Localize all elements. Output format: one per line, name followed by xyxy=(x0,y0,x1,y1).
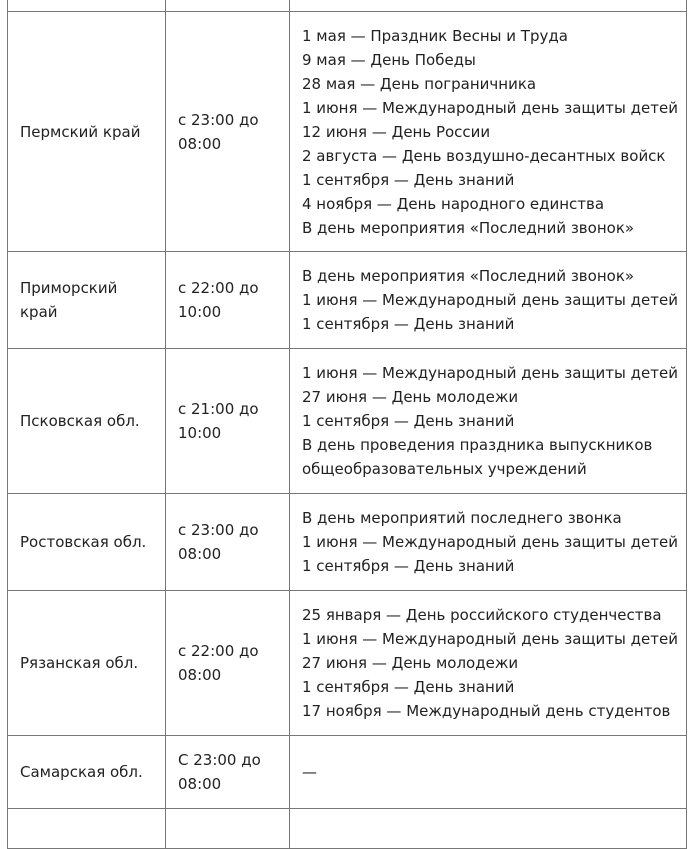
holidays-cell xyxy=(290,349,687,494)
holidays-cell xyxy=(290,12,687,252)
holidays-cell xyxy=(290,0,687,12)
region-cell: Пермский край xyxy=(8,12,166,252)
holiday-line: В день мероприятия «Последний звонок» xyxy=(302,267,635,285)
holiday-line: 27 июня — День молодежи xyxy=(302,654,519,672)
holiday-line: 4 ноября — День народного единства xyxy=(302,194,605,213)
region-cell xyxy=(8,0,166,12)
table-row xyxy=(8,0,687,12)
time-cell: с 23:00 до 08:00 xyxy=(166,494,290,591)
region-cell: Самарская обл. xyxy=(8,736,166,809)
region-cell: Рязанская обл. xyxy=(8,591,166,736)
holiday-line: — xyxy=(302,763,317,781)
region-cell: Приморский край xyxy=(8,252,166,349)
holiday-line: 27 июня — День молодежи xyxy=(302,388,519,406)
region-cell: Ростовская обл. xyxy=(8,494,166,591)
holiday-line: 1 июня — Международный день защиты детей xyxy=(302,364,678,382)
holiday-line: общеобразовательных учреждений xyxy=(302,460,587,478)
holidays-cell xyxy=(290,591,687,736)
holidays-cell xyxy=(290,736,687,809)
holiday-line: 1 сентября — День знаний xyxy=(302,412,515,430)
table-row xyxy=(8,809,687,849)
table-row xyxy=(8,591,687,736)
table-row xyxy=(8,12,687,252)
holiday-line: 1 сентября — День знаний xyxy=(302,315,515,333)
time-cell: с 21:00 до 10:00 xyxy=(166,349,290,494)
holiday-line: 1 июня — Международный день защиты детей xyxy=(302,630,678,648)
holiday-line: В день мероприятий последнего звонка xyxy=(302,509,622,527)
time-cell: с 22:00 до 10:00 xyxy=(166,252,290,349)
holiday-line: 12 июня — День России xyxy=(302,122,491,141)
holiday-line: 1 июня — Международный день защиты детей xyxy=(302,291,678,309)
table-row xyxy=(8,349,687,494)
holiday-line: 2 августа — День воздушно-десантных войск xyxy=(302,146,666,165)
holiday-line: 1 июня — Международный день защиты детей xyxy=(302,98,678,117)
time-cell xyxy=(166,0,290,12)
table-row xyxy=(8,252,687,349)
time-cell xyxy=(166,809,290,849)
holiday-line: 1 сентября — День знаний xyxy=(302,170,515,189)
holiday-line: В день мероприятия «Последний звонок» xyxy=(302,218,635,237)
curfew-table xyxy=(7,0,687,849)
holiday-line: 1 июня — Международный день защиты детей xyxy=(302,533,678,551)
table-row xyxy=(8,736,687,809)
holiday-line: 1 мая — Праздник Весны и Труда xyxy=(302,26,568,45)
holiday-line: 28 мая — День пограничника xyxy=(302,74,537,93)
holiday-line: 17 ноября — Международный день студентов xyxy=(302,702,671,720)
holiday-line: 9 мая — День Победы xyxy=(302,50,476,69)
time-cell: с 23:00 до 08:00 xyxy=(166,12,290,252)
region-cell: Псковская обл. xyxy=(8,349,166,494)
holidays-cell xyxy=(290,252,687,349)
region-cell xyxy=(8,809,166,849)
holiday-line: 1 сентября — День знаний xyxy=(302,678,515,696)
table-row xyxy=(8,494,687,591)
table-body xyxy=(8,0,687,849)
holidays-cell xyxy=(290,494,687,591)
holiday-line: В день проведения праздника выпускников xyxy=(302,436,653,454)
time-cell: с 22:00 до 08:00 xyxy=(166,591,290,736)
holidays-cell xyxy=(290,809,687,849)
holiday-line: 1 сентября — День знаний xyxy=(302,557,515,575)
holiday-line: 25 января — День российского студенчества xyxy=(302,606,662,624)
time-cell: С 23:00 до 08:00 xyxy=(166,736,290,809)
